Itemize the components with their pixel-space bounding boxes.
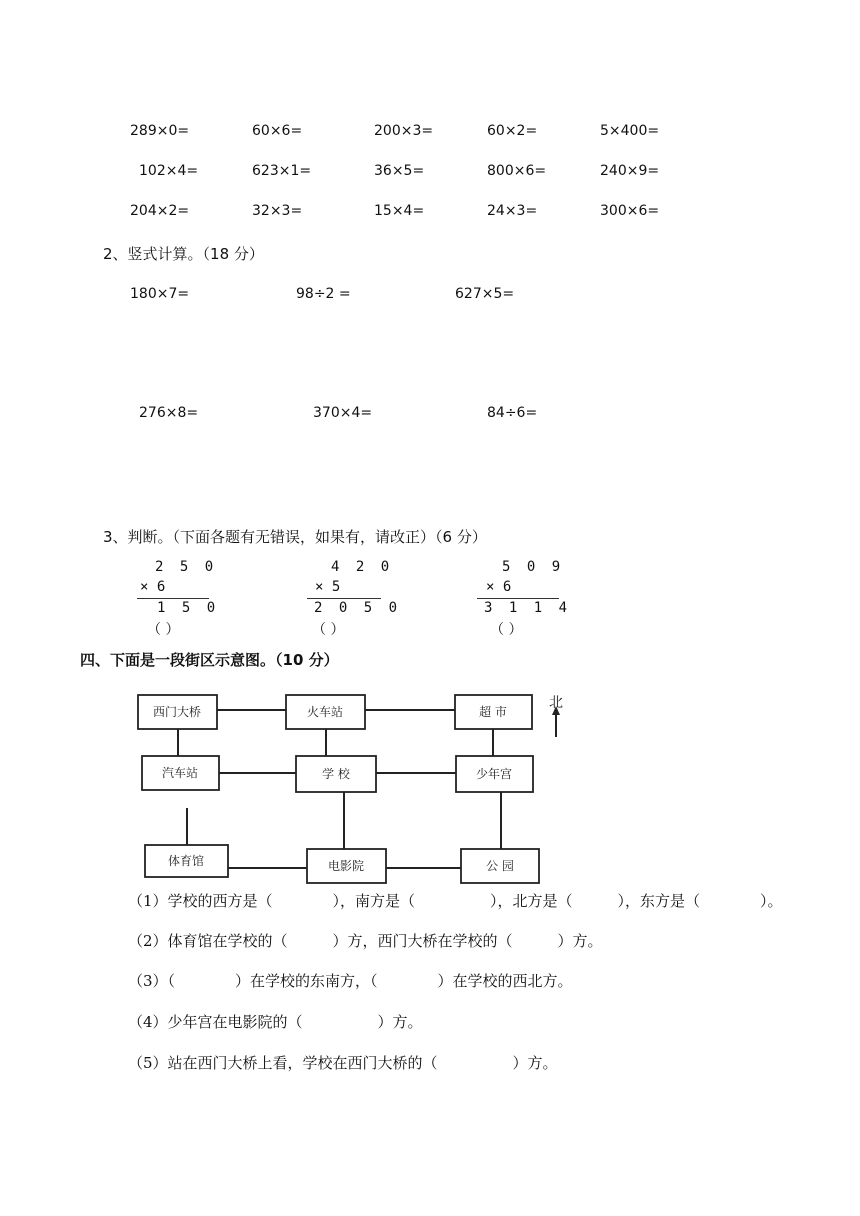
multiplicand: 4 2 0 [331, 559, 394, 575]
box-label: 西门大桥 [152, 705, 202, 719]
multiplicand: 2 5 0 [155, 559, 218, 575]
product: 1 5 0 [157, 600, 220, 616]
calc-item: 60×2= [487, 123, 538, 139]
judge-paren: （ ） [490, 622, 523, 638]
calc-item: 240×9= [600, 163, 660, 179]
calc-item: 24×3= [487, 203, 538, 219]
calc-item: 800×6= [487, 163, 547, 179]
question-3: （3）（ ）在学校的东南方，（ ）在学校的西北方。 [128, 972, 573, 990]
calc-item: 204×2= [130, 203, 190, 219]
multiplier: × 6 [140, 579, 166, 595]
box-label: 公 园 [486, 859, 514, 873]
question-2: （2）体育馆在学校的（ ）方，西门大桥在学校的（ ）方。 [128, 932, 603, 950]
product: 2 0 5 0 [314, 600, 402, 616]
section-2-title: 2、竖式计算。（18 分） [103, 245, 264, 263]
calc-item: 289×0= [130, 123, 190, 139]
question-5: （5）站在西门大桥上看，学校在西门大桥的（ ）方。 [128, 1054, 558, 1072]
product: 3 1 1 4 [484, 600, 572, 616]
calc-item: 200×3= [374, 123, 434, 139]
question-1: （1）学校的西方是（ ），南方是（ ），北方是（ ），东方是（ ）。 [128, 892, 783, 910]
vertical-calc-item: 180×7= [130, 286, 190, 302]
calc-item: 5×400= [600, 123, 660, 139]
box-label: 超 市 [479, 705, 507, 719]
vertical-calc-item: 370×4= [313, 405, 373, 421]
box-label: 火车站 [306, 705, 344, 719]
calc-item: 60×6= [252, 123, 303, 139]
multiplier: × 6 [486, 579, 512, 595]
box-label: 少年宫 [475, 767, 513, 781]
multiplier: × 5 [315, 579, 341, 595]
vertical-calc-item: 84÷6= [487, 405, 538, 421]
judge-paren: （ ） [147, 622, 180, 638]
judge-paren: （ ） [312, 622, 345, 638]
box-label: 电影院 [327, 859, 365, 873]
section-3-title: 3、判断。（下面各题有无错误，如果有，请改正）（6 分） [103, 528, 487, 546]
vertical-calc-item: 276×8= [139, 405, 199, 421]
section-4-title: 四、下面是一段街区示意图。（10 分） [80, 651, 339, 669]
calc-item: 36×5= [374, 163, 425, 179]
north-label: 北 [549, 695, 563, 711]
vertical-calc-item: 627×5= [455, 286, 515, 302]
vertical-calc-item: 98÷2 = [296, 286, 351, 302]
calc-item: 623×1= [252, 163, 312, 179]
calc-item: 300×6= [600, 203, 660, 219]
calc-item: 32×3= [252, 203, 303, 219]
box-label: 学 校 [322, 767, 350, 781]
multiplicand: 5 0 9 [502, 559, 565, 575]
calc-item: 15×4= [374, 203, 425, 219]
box-label: 体育馆 [167, 854, 205, 868]
box-label: 汽车站 [161, 766, 199, 780]
calc-item: 102×4= [139, 163, 199, 179]
question-4: （4）少年宫在电影院的（ ）方。 [128, 1013, 423, 1031]
